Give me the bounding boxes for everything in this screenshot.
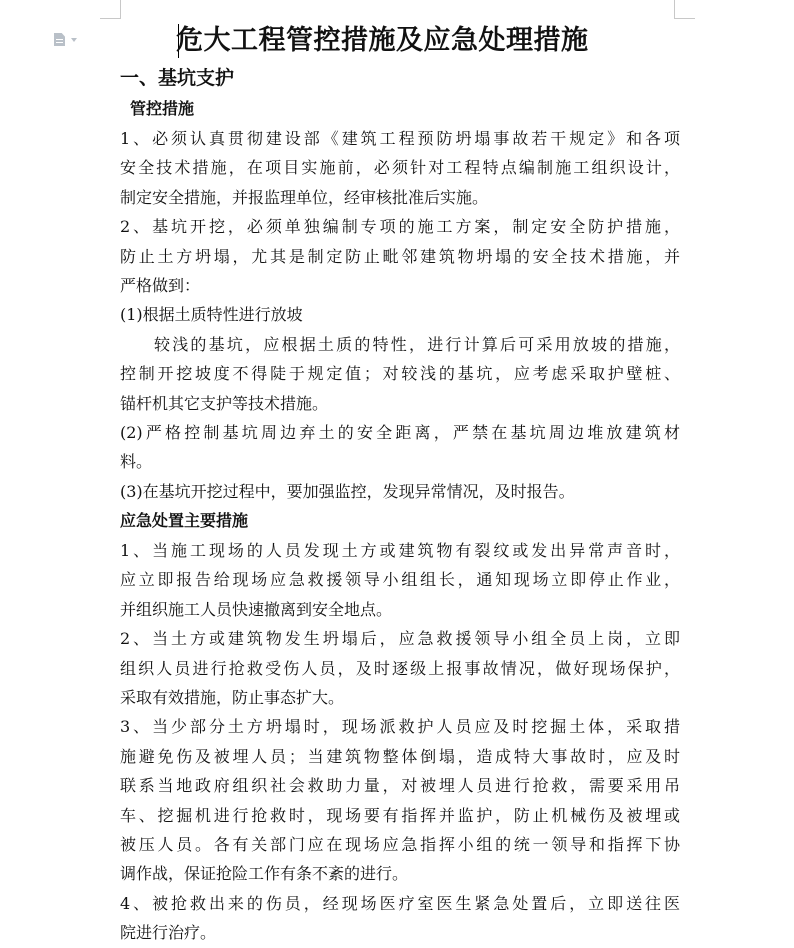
text-line: (2)严格控制基坑周边弃土的安全距离，严禁在基坑周边堆放建筑材 xyxy=(120,422,680,442)
control-paragraph-1 xyxy=(120,124,680,212)
text-line: 控制开挖坡度不得陡于规定值；对较浅的基坑，应考虑采取护壁桩、 xyxy=(120,364,680,384)
control-item-3 xyxy=(120,477,680,506)
text-line: 锚杆机其它支护等技术措施。 xyxy=(120,393,329,413)
text-line: 应立即报告给现场应急救援领导小组组长，通知现场立即停止作业， xyxy=(120,570,680,590)
text-line: 严格做到： xyxy=(120,275,201,295)
document-icon[interactable] xyxy=(54,33,65,46)
emergency-paragraph-4 xyxy=(120,889,680,948)
text-line: 防止土方坍塌，尤其是制定防止毗邻建筑物坍塌的安全技术措施，并 xyxy=(120,246,680,266)
text-line: 4、被抢救出来的伤员，经现场医疗室医生紧急处置后，立即送往医 xyxy=(120,893,680,913)
text-line: 组织人员进行抢救受伤人员，及时逐级上报事故情况，做好现场保护， xyxy=(120,658,680,678)
text-line: 院进行治疗。 xyxy=(120,923,217,943)
text-line: (1)根据土质特性进行放坡 xyxy=(120,305,303,325)
text-line: 2、当土方或建筑物发生坍塌后，应急救援领导小组全员上岗，立即 xyxy=(120,629,680,649)
text-line: 采取有效措施，防止事态扩大。 xyxy=(120,688,345,708)
text-line: 调作战，保证抢险工作有条不紊的进行。 xyxy=(120,864,409,884)
emergency-paragraph-3 xyxy=(120,712,680,888)
text-line: 被压人员。各有关部门应在现场应急指挥小组的统一领导和指挥下协 xyxy=(120,834,680,854)
control-item-2 xyxy=(120,418,680,477)
chevron-down-icon[interactable] xyxy=(71,38,77,42)
text-line: 3、当少部分土方坍塌时，现场派救护人员应及时挖掘土体，采取措 xyxy=(120,717,680,737)
text-line: 料。 xyxy=(120,452,153,472)
text-line: 1、必须认真贯彻建设部《建筑工程预防坍塌事故若干规定》和各项 xyxy=(120,129,680,148)
text-line: 施避免伤及被埋人员；当建筑物整体倒塌，造成特大事故时，应及时 xyxy=(120,746,680,766)
control-item-1 xyxy=(120,300,680,329)
text-line: 联系当地政府组织社会救助力量，对被埋人员进行抢救，需要采用吊 xyxy=(120,776,680,796)
text-line: 制定安全措施，并报监理单位，经审核批准后实施。 xyxy=(120,187,489,207)
control-paragraph-2 xyxy=(120,212,680,300)
document-title: 危大工程管控措施及应急处理措施 xyxy=(176,25,589,56)
text-line: 2、基坑开挖，必须单独编制专项的施工方案，制定安全防护措施， xyxy=(120,217,680,237)
text-line: 并组织施工人员快速撤离到安全地点。 xyxy=(120,599,393,619)
subheading-control-measures: 管控措施 xyxy=(130,99,195,118)
text-line: 1、当施工现场的人员发现土方或建筑物有裂纹或发出异常声音时， xyxy=(120,541,680,561)
text-line: 车、挖掘机进行抢救时，现场要有指挥并监护，防止机械伤及被埋或 xyxy=(120,805,680,825)
section-heading-foundation-pit: 一、基坑支护 xyxy=(120,67,235,89)
text-line: 较浅的基坑，应根据土质的特性，进行计算后可采用放坡的措施， xyxy=(154,334,680,354)
page-corner-mark-left xyxy=(100,0,121,19)
control-item-1-detail xyxy=(120,330,680,418)
document-body[interactable] xyxy=(120,20,680,948)
text-line: 安全技术措施，在项目实施前，必须针对工程特点编制施工组织设计， xyxy=(120,158,680,178)
text-line: (3)在基坑开挖过程中，要加强监控，发现异常情况，及时报告。 xyxy=(120,481,575,501)
emergency-paragraph-2 xyxy=(120,624,680,712)
page-corner-mark-right xyxy=(674,0,695,19)
subheading-emergency-measures: 应急处置主要措施 xyxy=(120,511,249,531)
emergency-paragraph-1 xyxy=(120,536,680,624)
